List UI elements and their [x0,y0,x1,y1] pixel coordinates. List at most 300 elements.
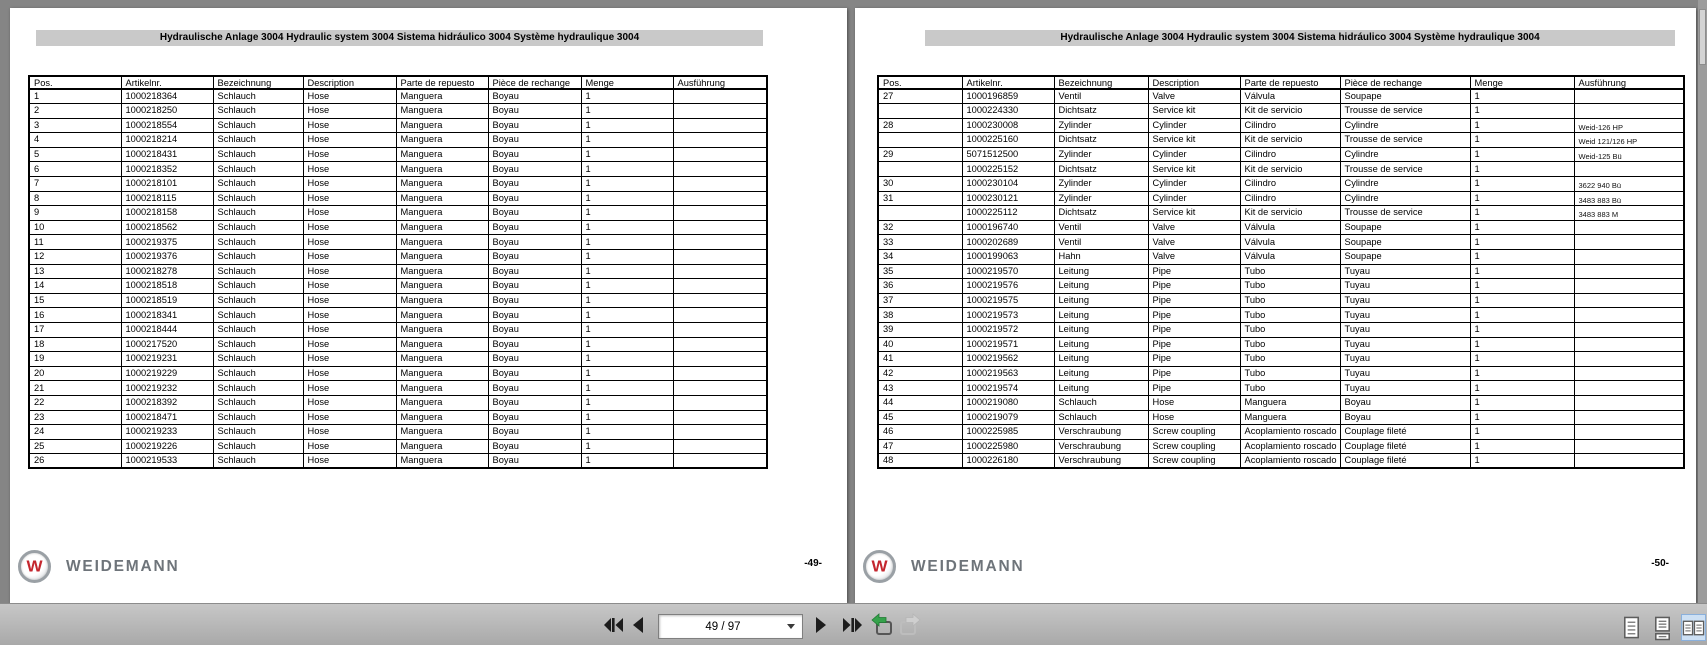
table-cell: 1000218352 [121,162,213,177]
next-page-button[interactable] [813,615,829,635]
table-cell: 1 [1470,352,1574,367]
continuous-view-button[interactable] [1650,614,1675,641]
two-page-view-button[interactable] [1681,614,1706,641]
continuous-view-icon [1651,615,1674,641]
table-cell: 1000218392 [121,395,213,410]
table-cell: 1 [581,425,673,440]
table-cell: Hose [303,206,396,221]
table-cell: Tuyau [1340,381,1470,396]
next-view-button[interactable] [898,612,922,638]
table-cell: Manguera [396,264,488,279]
table-cell: Acoplamiento roscado [1240,454,1340,469]
table-cell [673,133,767,148]
table-cell: 34 [878,250,962,265]
table-cell: Verschraubung [1054,425,1148,440]
table-cell: Schlauch [213,191,303,206]
table-cell: Weid-125 Bü [1574,147,1684,162]
table-cell: 12 [29,250,121,265]
table-cell: Valve [1148,235,1240,250]
table-cell: Boyau [488,250,581,265]
table-cell: Weid-126 HP [1574,118,1684,133]
chevron-down-icon[interactable] [787,624,795,629]
table-cell: Manguera [396,308,488,323]
table-cell: Hose [303,366,396,381]
table-cell: Cilindro [1240,177,1340,192]
table-cell: 1 [1470,323,1574,338]
table-cell: 1000219226 [121,439,213,454]
table-cell: 23 [29,410,121,425]
column-header: Pièce de rechange [1340,76,1470,89]
table-cell: Schlauch [213,323,303,338]
column-header: Bezeichnung [213,76,303,89]
table-cell: Válvula [1240,235,1340,250]
table-cell: Boyau [488,89,581,104]
table-cell: Acoplamiento roscado [1240,439,1340,454]
previous-view-button[interactable] [870,612,894,638]
table-cell: Manguera [396,323,488,338]
table-cell: 1000218554 [121,118,213,133]
table-row [29,425,767,440]
column-header: Description [303,76,396,89]
table-cell [1574,352,1684,367]
table-cell: Manguera [396,89,488,104]
table-cell: Schlauch [213,147,303,162]
table-cell: Leitung [1054,323,1148,338]
parts-table [28,75,768,469]
table-cell: 1 [1470,425,1574,440]
table-cell: 1 [29,89,121,104]
table-cell: 1 [1470,337,1574,352]
table-cell: Service kit [1148,133,1240,148]
table-cell: Service kit [1148,162,1240,177]
table-cell: 1 [581,89,673,104]
table-cell: 40 [878,337,962,352]
table-cell: Dichtsatz [1054,206,1148,221]
table-cell [673,308,767,323]
table-cell: 1 [581,220,673,235]
table-cell [673,89,767,104]
table-cell: 1000218471 [121,410,213,425]
table-row [29,235,767,250]
table-cell [1574,279,1684,294]
table-row [878,366,1684,381]
table-cell: Schlauch [213,381,303,396]
table-cell: Schlauch [213,133,303,148]
table-cell: Manguera [396,410,488,425]
table-cell: Schlauch [213,89,303,104]
table-cell: 1 [581,293,673,308]
table-cell: Kit de servicio [1240,104,1340,119]
bottom-toolbar [0,603,1707,645]
table-cell: 1000218518 [121,279,213,294]
table-cell: Dichtsatz [1054,133,1148,148]
table-cell: 1000218444 [121,323,213,338]
table-cell: Boyau [488,177,581,192]
table-cell: Manguera [396,220,488,235]
table-cell: Tuyau [1340,279,1470,294]
table-cell: 1 [581,352,673,367]
table-cell: 1 [1470,454,1574,469]
table-cell: Manguera [396,147,488,162]
next-view-icon [898,612,922,638]
table-cell: Hose [303,191,396,206]
vertical-scrollbar[interactable] [1698,0,1707,603]
table-cell: 1000218115 [121,191,213,206]
logo-letter: W [871,557,888,576]
table-cell: 1000225112 [962,206,1054,221]
table-cell: 1000218101 [121,177,213,192]
table-cell: Weid 121/126 HP [1574,133,1684,148]
table-cell: Schlauch [213,177,303,192]
table-cell: Válvula [1240,250,1340,265]
last-page-button[interactable] [841,615,865,635]
table-cell: Tuyau [1340,264,1470,279]
table-cell: 3 [29,118,121,133]
table-cell: Boyau [1340,410,1470,425]
table-cell: Hose [303,89,396,104]
table-row [878,308,1684,323]
table-cell: Boyau [488,162,581,177]
table-cell: Soupape [1340,220,1470,235]
table-cell: 1 [1470,293,1574,308]
table-cell: 17 [29,323,121,338]
table-row [29,162,767,177]
table-cell: 15 [29,293,121,308]
table-cell: 16 [29,308,121,323]
table-cell [673,352,767,367]
parts-table [877,75,1685,469]
table-cell: 1000219375 [121,235,213,250]
column-header: Pos. [878,76,962,89]
table-cell: Tubo [1240,352,1340,367]
table-cell: 1 [581,381,673,396]
table-cell: 3483 883 M [1574,206,1684,221]
table-cell: 1 [581,454,673,469]
table-cell: Couplage fileté [1340,454,1470,469]
page-indicator[interactable]: 49 / 97 [705,620,741,633]
table-cell: 1000219232 [121,381,213,396]
weidemann-logo [863,550,1025,583]
table-cell: Acoplamiento roscado [1240,425,1340,440]
table-cell: Manguera [396,395,488,410]
table-row [878,177,1684,192]
table-cell: 20 [29,366,121,381]
table-cell: Schlauch [213,118,303,133]
table-cell: Schlauch [213,279,303,294]
table-cell: Valve [1148,89,1240,104]
table-cell: 1 [1470,220,1574,235]
table-cell: 1 [1470,366,1574,381]
table-cell [673,177,767,192]
table-cell: 1000219574 [962,381,1054,396]
table-row [29,220,767,235]
table-cell: 1 [581,410,673,425]
table-cell: 38 [878,308,962,323]
table-cell: Schlauch [213,454,303,469]
table-cell: Verschraubung [1054,439,1148,454]
table-cell: Hose [303,235,396,250]
table-cell: Screw coupling [1148,439,1240,454]
table-cell: Hose [303,454,396,469]
table-cell [1574,425,1684,440]
table-cell: 1 [581,250,673,265]
table-row [878,118,1684,133]
table-cell [1574,381,1684,396]
table-cell: Tubo [1240,293,1340,308]
weidemann-logo-icon [863,550,896,583]
table-cell: 36 [878,279,962,294]
table-cell: Cylindre [1340,147,1470,162]
table-cell: 24 [29,425,121,440]
table-cell [673,147,767,162]
table-cell [1574,293,1684,308]
table-cell: Trousse de service [1340,162,1470,177]
table-cell [673,264,767,279]
table-row [878,425,1684,440]
table-cell: Valve [1148,220,1240,235]
table-cell [673,118,767,133]
table-cell: 1 [1470,250,1574,265]
table-cell: Cylindre [1340,118,1470,133]
table-cell: 1000196859 [962,89,1054,104]
table-cell: Hose [303,279,396,294]
table-cell: 28 [878,118,962,133]
table-cell: 1 [581,118,673,133]
table-cell: Hose [303,104,396,119]
table-cell: 3622 940 Bü [1574,177,1684,192]
page-title: Hydraulische Anlage 3004 Hydraulic system 3004 Sistema hidráulico 3004 Système hydraulique 3004 [159,32,640,43]
table-cell: Hose [303,395,396,410]
table-cell: Schlauch [213,337,303,352]
table-cell [1574,366,1684,381]
table-cell: Soupape [1340,89,1470,104]
table-cell: 1 [581,104,673,119]
table-row [29,337,767,352]
table-cell: Válvula [1240,220,1340,235]
table-cell [673,439,767,454]
table-cell: 1 [1470,410,1574,425]
next-page-icon [813,615,829,635]
table-cell: Boyau [488,323,581,338]
first-page-button[interactable] [601,615,625,635]
table-cell [1574,162,1684,177]
table-cell: Boyau [488,395,581,410]
table-cell: 33 [878,235,962,250]
table-cell: 42 [878,366,962,381]
page-title-strip [36,30,763,46]
table-row [878,279,1684,294]
column-header: Ausführung [1574,76,1684,89]
table-cell: Kit de servicio [1240,206,1340,221]
table-cell: Cilindro [1240,118,1340,133]
table-cell: 32 [878,220,962,235]
table-cell: Boyau [488,264,581,279]
table-cell [1574,439,1684,454]
table-cell: Pipe [1148,308,1240,323]
table-cell: 4 [29,133,121,148]
logo-letter: W [26,557,43,576]
table-cell: 1 [1470,89,1574,104]
single-page-view-icon [1620,615,1643,641]
table-cell: Trousse de service [1340,206,1470,221]
table-cell: 1000219575 [962,293,1054,308]
table-cell [1574,264,1684,279]
table-cell: Boyau [488,118,581,133]
page-number-field[interactable] [658,614,803,639]
table-cell: 1000230121 [962,191,1054,206]
table-cell: 5 [29,147,121,162]
table-cell: Boyau [488,235,581,250]
table-row [29,177,767,192]
table-cell: Manguera [396,162,488,177]
table-cell: 1000219533 [121,454,213,469]
table-cell: Tubo [1240,337,1340,352]
table-row [878,206,1684,221]
table-cell: Válvula [1240,89,1340,104]
table-cell: Hose [303,308,396,323]
table-cell: Manguera [396,366,488,381]
table-cell: 21 [29,381,121,396]
table-cell: 5071512500 [962,147,1054,162]
table-cell: 2 [29,104,121,119]
table-cell: Hose [303,118,396,133]
previous-page-button[interactable] [630,615,646,635]
table-cell: Hose [303,250,396,265]
column-header: Pos. [29,76,121,89]
table-cell [1574,454,1684,469]
table-cell: 1000219233 [121,425,213,440]
table-row [29,264,767,279]
table-cell: 1 [1470,439,1574,454]
table-cell: Manguera [396,206,488,221]
table-cell: 1000219572 [962,323,1054,338]
table-cell: 1 [1470,308,1574,323]
table-cell: 1 [581,439,673,454]
brand-name: WEIDEMANN [911,557,1025,575]
table-cell: 39 [878,323,962,338]
table-row [878,89,1684,104]
table-row [29,250,767,265]
table-row [29,191,767,206]
table-cell: 1000218158 [121,206,213,221]
table-cell: 1 [581,235,673,250]
table-cell: 1 [581,177,673,192]
table-cell: Hose [303,323,396,338]
table-cell: Zylinder [1054,177,1148,192]
table-cell: 1000224330 [962,104,1054,119]
table-cell: Hose [303,439,396,454]
table-cell: Pipe [1148,279,1240,294]
table-cell: Tuyau [1340,352,1470,367]
table-cell: Tuyau [1340,308,1470,323]
table-cell: Hose [1148,410,1240,425]
table-row [29,395,767,410]
page-title-strip [925,30,1675,46]
table-cell: Schlauch [1054,395,1148,410]
table-row [29,410,767,425]
table-cell: 1 [1470,133,1574,148]
table-cell: 1000219570 [962,264,1054,279]
table-cell: Tubo [1240,264,1340,279]
table-cell: Manguera [396,279,488,294]
table-cell [878,133,962,148]
column-header: Pièce de rechange [488,76,581,89]
table-cell: Schlauch [213,250,303,265]
table-cell: Leitung [1054,381,1148,396]
table-cell: 18 [29,337,121,352]
scrollbar-thumb[interactable] [1699,9,1706,65]
table-cell: 1 [1470,206,1574,221]
table-row [878,104,1684,119]
table-row [878,235,1684,250]
table-cell: 1 [1470,395,1574,410]
table-cell: 48 [878,454,962,469]
single-page-view-button[interactable] [1619,614,1644,641]
table-cell: 1 [1470,118,1574,133]
table-cell: 1 [1470,177,1574,192]
table-cell: Schlauch [213,104,303,119]
table-cell: Trousse de service [1340,104,1470,119]
table-cell: Service kit [1148,206,1240,221]
table-cell: Boyau [488,133,581,148]
column-header: Description [1148,76,1240,89]
table-cell: 1 [581,206,673,221]
table-cell: Pipe [1148,337,1240,352]
table-row [878,439,1684,454]
table-cell: 6 [29,162,121,177]
table-cell: 1000218519 [121,293,213,308]
table-cell: Verschraubung [1054,454,1148,469]
table-cell: 1000196740 [962,220,1054,235]
table-cell: Pipe [1148,264,1240,279]
table-cell: Manguera [396,293,488,308]
table-cell: 26 [29,454,121,469]
table-cell: Cylindre [1340,177,1470,192]
table-cell: Schlauch [213,293,303,308]
table-cell: 1000226180 [962,454,1054,469]
table-row [878,162,1684,177]
table-cell [1574,89,1684,104]
table-header-row [29,76,767,89]
table-cell: Schlauch [213,308,303,323]
table-cell: Tubo [1240,381,1340,396]
table-cell: 1 [581,323,673,338]
table-cell: 1000225160 [962,133,1054,148]
table-cell [673,454,767,469]
table-row [878,147,1684,162]
table-cell: Hose [303,381,396,396]
table-cell: Manguera [396,177,488,192]
table-cell: 1000219563 [962,366,1054,381]
table-cell: 1000218562 [121,220,213,235]
table-cell: 1 [1470,147,1574,162]
table-cell: Manguera [396,104,488,119]
table-cell: 10 [29,220,121,235]
table-row [878,454,1684,469]
table-cell: 25 [29,439,121,454]
table-row [29,279,767,294]
table-cell: Leitung [1054,352,1148,367]
table-cell [878,104,962,119]
table-cell: 1000219231 [121,352,213,367]
table-cell: Hose [303,293,396,308]
table-cell [673,425,767,440]
table-cell: 1000219576 [962,279,1054,294]
table-cell: 1000219229 [121,366,213,381]
table-cell: 1 [1470,381,1574,396]
table-cell: Pipe [1148,293,1240,308]
table-cell [1574,220,1684,235]
